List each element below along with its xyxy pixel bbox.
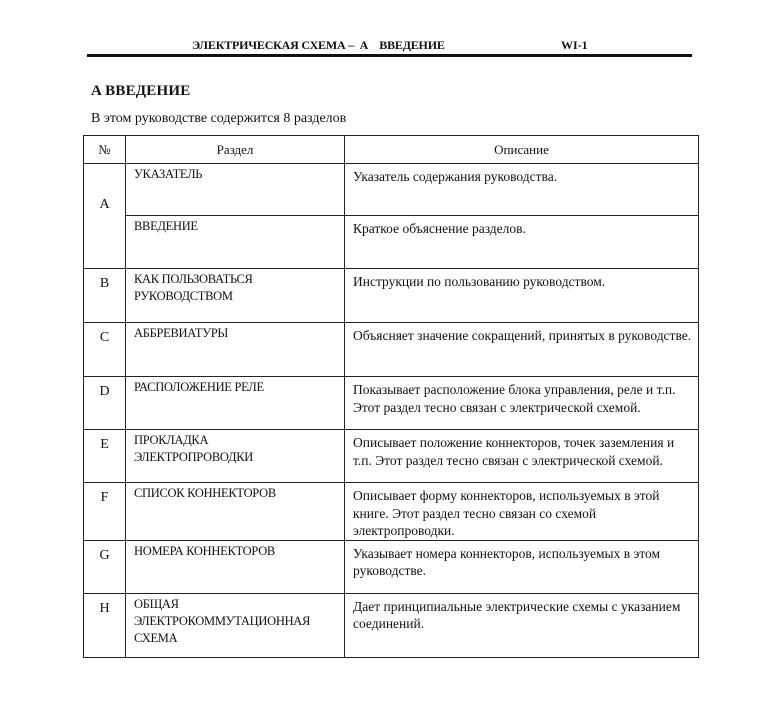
section-title: A ВВЕДЕНИЕ xyxy=(91,83,191,99)
header-page-code: WI-1 xyxy=(561,38,588,52)
table-row xyxy=(84,593,699,657)
row-number: D xyxy=(84,377,126,430)
header-divider xyxy=(87,54,692,57)
row-number: C xyxy=(84,323,126,377)
row-description: Объясняет значение сокращений, принятых в руководстве. xyxy=(345,323,699,377)
row-description: Краткое объяснение разделов. xyxy=(345,216,699,269)
row-section: НОМЕРА КОННЕКТОРОВ xyxy=(126,540,345,593)
row-number: G xyxy=(84,540,126,593)
row-description: Указатель содержания руководства. xyxy=(345,164,699,216)
row-description: Указывает номера коннекторов, используемых в этом руководстве. xyxy=(345,540,699,593)
header-title: ЭЛЕКТРИЧЕСКАЯ СХЕМА – А ВВЕДЕНИЕ xyxy=(192,38,445,52)
table-header-row xyxy=(84,136,699,164)
sections-table xyxy=(83,135,699,658)
row-section xyxy=(126,593,345,657)
row-section-text: ОБЩАЯ ЭЛЕКТРОКОММУТАЦИОННАЯ СХЕМА xyxy=(134,596,311,645)
column-header-number: № xyxy=(84,136,126,164)
row-description: Инструкции по пользованию руководством. xyxy=(345,269,699,323)
row-number: F xyxy=(84,483,126,541)
table-row xyxy=(84,216,699,269)
row-section-text: КАК ПОЛЬЗОВАТЬСЯ РУКОВОДСТВОМ xyxy=(134,272,253,303)
table-row xyxy=(84,269,699,323)
table-row xyxy=(84,540,699,593)
row-section: УКАЗАТЕЛЬ xyxy=(126,164,345,216)
table-row xyxy=(84,430,699,483)
row-number: A xyxy=(84,164,126,269)
row-section: СПИСОК КОННЕКТОРОВ xyxy=(126,483,345,541)
row-description: Дает принципиальные электрические схемы с указанием соединений. xyxy=(345,593,699,657)
row-section-text: ПРОКЛАДКА ЭЛЕКТРОПРОВОДКИ xyxy=(134,433,253,464)
row-section: РАСПОЛОЖЕНИЕ РЕЛЕ xyxy=(126,377,345,430)
row-number: H xyxy=(84,593,126,657)
table-row xyxy=(84,483,699,541)
row-number: E xyxy=(84,430,126,483)
column-header-section: Раздел xyxy=(126,136,345,164)
row-description: Описывает положение коннекторов, точек заземления и т.п. Этот раздел тесно связан с электрической схемой. xyxy=(345,430,699,483)
table-row xyxy=(84,377,699,430)
row-number: B xyxy=(84,269,126,323)
intro-text: В этом руководстве содержится 8 разделов xyxy=(91,111,347,126)
row-description: Показывает расположение блока управления, реле и т.п. Этот раздел тесно связан с электрической схемой. xyxy=(345,377,699,430)
row-description: Описывает форму коннекторов, используемых в этой книге. Этот раздел тесно связан со схемой электропроводки. xyxy=(345,483,699,541)
table-row xyxy=(84,164,699,216)
table-row xyxy=(84,323,699,377)
row-section xyxy=(126,430,345,483)
row-section xyxy=(126,269,345,323)
row-section: АББРЕВИАТУРЫ xyxy=(126,323,345,377)
row-section: ВВЕДЕНИЕ xyxy=(126,216,345,269)
column-header-description: Описание xyxy=(345,136,699,164)
